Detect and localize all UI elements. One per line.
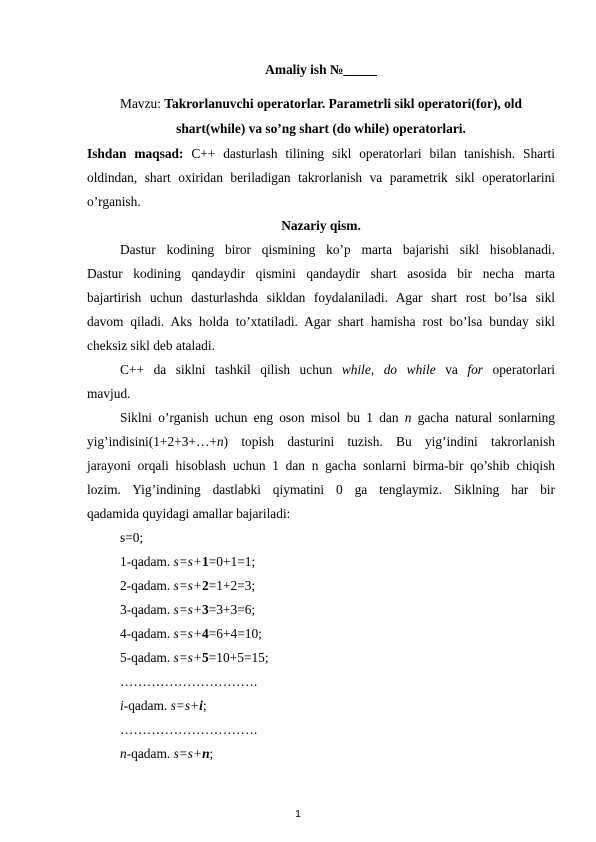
goal-line-3: o’rganish.	[87, 194, 141, 209]
topic-line-1: Mavzu: Takrorlanuvchi operatorlar. Parametrli sikl operatori(for), old	[120, 96, 522, 111]
para1-line-3: bajartirish uchun dasturlashda sikldan foydalaniladi. Agar shart rost bo’lsa sikl	[87, 290, 555, 305]
goal-line-2: oldindan, shart oxiridan beriladigan takrorlanish va parametrik sikl operatorlarini	[87, 170, 555, 185]
step-i: i-qadam. s=s+i;	[120, 698, 207, 713]
doc-title: Amaliy ish №_____	[265, 62, 377, 77]
step-init: s=0;	[120, 530, 144, 545]
para1-line-5: cheksiz sikl deb ataladi.	[87, 338, 215, 353]
goal-line-1: Ishdan maqsad: C++ dasturlash tilining sikl operatorlari bilan tanishish. Sharti	[87, 146, 555, 161]
kw-do-while: do while	[383, 362, 436, 377]
kw-while: while	[341, 362, 371, 377]
topic-text: Takrorlanuvchi operatorlar. Parametrli sikl operatori(for), old	[164, 96, 522, 111]
para3-line-2: yig’indisini(1+2+3+…+n) topish dasturini tuzish. Bu yig’indini takrorlanish	[87, 434, 555, 449]
goal-label: Ishdan maqsad:	[87, 146, 184, 161]
para1-line-4: davom qiladi. Aks holda to’xtatiladi. Agar shart hamisha rost bo’lsa bunday sikl	[87, 314, 555, 329]
kw-for: for	[467, 362, 484, 377]
para1-line-2: Dastur kodining qandaydir qismini qandaydir shart asosida bir necha marta	[87, 266, 555, 281]
topic-line-2: shart(while) va so’ng shart (do while) operatorlari.	[176, 121, 466, 136]
page-number: 1	[295, 808, 301, 820]
para2-line-1: C++ da siklni tashkil qilish uchun while, do while va for operatorlari	[120, 362, 556, 377]
step-n: n-qadam. s=s+n;	[120, 746, 214, 761]
para3-line-4: lozim. Yig’indining dastlabki qiymatini 0 ga tenglaymiz. Siklning har bir	[87, 482, 555, 497]
step-5: 5-qadam. s=s+5=10+5=15;	[120, 650, 269, 665]
ellipsis-line-1: ………………………….	[120, 674, 258, 689]
topic-label: Mavzu	[120, 96, 158, 111]
para3-line-5: qadamida quyidagi amallar bajariladi:	[87, 506, 291, 521]
para3-line-3: jarayoni orqali hisoblash uchun 1 dan n gacha sonlarni birma-bir qo’shib chiqish	[87, 458, 555, 473]
para3-line-1: Siklni o’rganish uchun eng oson misol bu 1 dan n gacha natural sonlarning	[120, 410, 555, 425]
para2-line-2: mavjud.	[87, 386, 131, 401]
ellipsis-line-2: ………………………….	[120, 722, 258, 737]
section-title: Nazariy qism.	[281, 218, 361, 233]
para1-line-1: Dastur kodining biror qismining ko’p marta bajarishi sikl hisoblanadi.	[120, 242, 555, 257]
step-4: 4-qadam. s=s+4=6+4=10;	[120, 626, 262, 641]
step-3: 3-qadam. s=s+3=3+3=6;	[120, 602, 256, 617]
step-1: 1-qadam. s=s+1=0+1=1;	[120, 554, 256, 569]
step-2: 2-qadam. s=s+2=1+2=3;	[120, 578, 256, 593]
